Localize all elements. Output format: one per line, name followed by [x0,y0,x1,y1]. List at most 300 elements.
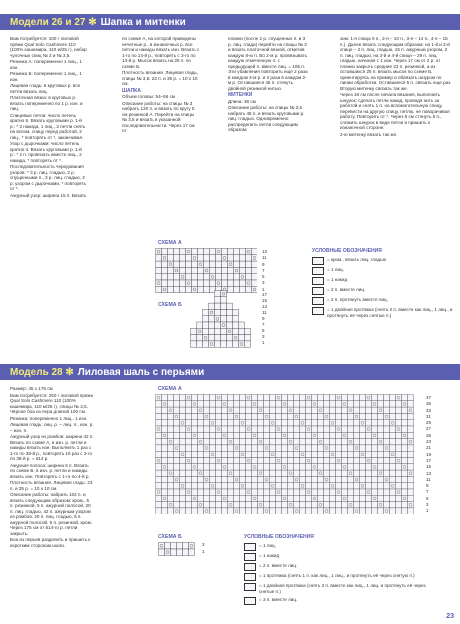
chart-cell [203,316,209,322]
chart-cell [215,328,221,334]
paragraph: Платочная вязка: в круговых р. вязать попеременно по 1 р. изн. и лиц. [10,95,83,111]
chart-cell [228,255,234,261]
chart-cell [390,464,396,470]
chart-cell [168,420,174,426]
chart-cell [264,495,270,501]
chart-cell [270,489,276,495]
chart-cell [204,483,210,489]
chart-cell [210,420,216,426]
chart-cell [384,451,390,457]
chart-cell [198,407,204,413]
chart-cell [210,489,216,495]
chart-cell [162,495,168,501]
chart-cell [222,395,228,401]
chart-cell [360,476,366,482]
chart-cell [186,426,192,432]
chart-cell [216,476,222,482]
chart-cell [312,432,318,438]
chart-cell [402,476,408,482]
chart-cell [318,420,324,426]
chart-cell [174,395,180,401]
chart-cell [192,495,198,501]
chart-cell [204,445,210,451]
chart-cell [282,464,288,470]
chart-cell [384,489,390,495]
chart-cell [174,274,180,280]
chart-cell [156,445,162,451]
chart-cell [216,445,222,451]
chart-cell [246,502,252,508]
chart-cell [366,470,372,476]
chart-cell [402,445,408,451]
chart-cell [372,495,378,501]
chart-cell [348,489,354,495]
chart-cell [402,395,408,401]
chart-cell [233,341,239,347]
chart-cell [306,413,312,419]
chart-cell [330,508,336,514]
chart-cell [246,267,252,273]
chart-cell [294,476,300,482]
paragraph: Ажурный узор: ширина 15 п. Вязать [10,192,87,198]
header-title: Шапка и митенки [100,16,186,28]
chart-cell [288,464,294,470]
chart-cell [282,395,288,401]
chart-cell [174,280,180,286]
chart-cell [210,274,216,280]
chart-cell [366,451,372,457]
chart-cell [324,495,330,501]
chart-cell [306,451,312,457]
chart-cell [324,489,330,495]
chart-cell [396,495,402,501]
chart-cell [233,309,239,315]
chart-cell [306,476,312,482]
chart-cell [198,413,204,419]
chart-cell [227,322,233,328]
chart-cell [264,439,270,445]
chart-cell [198,508,204,514]
chart-cell [204,432,210,438]
chart-cell [402,439,408,445]
chart-cell [306,495,312,501]
chart-cell [204,476,210,482]
chart-cell [204,451,210,457]
chart-cell [306,489,312,495]
chart-cell [180,255,186,261]
chart-cell [330,451,336,457]
chart-cell [312,470,318,476]
chart-cell [192,432,198,438]
chart-cell [312,439,318,445]
chart-cell [192,483,198,489]
chart-cell [186,432,192,438]
chart-cell [372,401,378,407]
text-column-4 [340,36,452,138]
chart-cell [318,445,324,451]
chart-cell [192,420,198,426]
chart-cell [252,439,258,445]
chart-cell [198,255,204,261]
chart-cell [396,458,402,464]
chart-cell [234,458,240,464]
legend-item: = 1 двойная протяжка (снять 2 п. вместе как лиц., 1 лиц. и протянуть её через снятые п.) [244,583,434,595]
chart-cell [240,476,246,482]
chart-cell [183,549,189,556]
header-model-label: Модели 26 и 27 ✻ [10,16,97,28]
chart-cell [246,476,252,482]
chart-cell [240,495,246,501]
chart-cell [312,401,318,407]
chart-cell [330,395,336,401]
chart-cell [228,483,234,489]
chart-cell [168,432,174,438]
chart-cell [162,286,168,292]
chart-cell [318,401,324,407]
paragraph: планки (после 2 р. спущенных п. и 3 р. лиц. глади) перейти на спицы № 3 и вязать платочной вязкой, отметив каждую 8-ю п. Во 2-м р. провязывать каждую отмеченную п. с предыдущей п. вместе лиц. = 105 п. Эти убавления повторить еще 2 раза в каждом 4-м р. и 2 раза в каждом 2-м р. Оставшиеся 45 п. стянуть двойной резинкой нитью. [228,36,308,91]
chart-cell [276,470,282,476]
chart-cell [168,470,174,476]
chart-cell [240,267,246,273]
chart-cell [342,495,348,501]
chart-cell [318,483,324,489]
chart-cell [174,445,180,451]
chart-cell [162,261,168,267]
chart-cell [408,508,414,514]
chart-cell [174,502,180,508]
chart-cell [324,432,330,438]
symbol-icon [244,553,256,561]
chart-cell [282,451,288,457]
chart-cell [234,261,240,267]
chart-cell [390,470,396,476]
chart-cell [270,495,276,501]
chart-cell [192,445,198,451]
chart-cell [210,470,216,476]
chart-cell [318,407,324,413]
chart-cell [246,274,252,280]
chart-cell [390,508,396,514]
chart-cell [396,401,402,407]
chart-cell [156,401,162,407]
chart-cell [342,470,348,476]
chart-cell [384,445,390,451]
chart-cell [318,451,324,457]
chart-cell [252,458,258,464]
chart-cell [306,464,312,470]
chart-cell [306,426,312,432]
chart-cell [378,420,384,426]
chart-cell [294,445,300,451]
chart-cell [186,439,192,445]
chart-cell [276,420,282,426]
chart-cell [276,445,282,451]
chart-cell [288,432,294,438]
chart-cell [336,413,342,419]
row-numbers-1b: 17 15 13 11 9 7 5 3 1 [262,292,268,345]
chart-cell [204,489,210,495]
chart-cell [180,267,186,273]
chart-cell [234,489,240,495]
chart-cell [156,286,162,292]
chart-cell [198,476,204,482]
chart-cell [222,508,228,514]
chart-cell [306,458,312,464]
chart-cell [198,495,204,501]
chart-cell [168,483,174,489]
chart-cell [216,464,222,470]
chart-cell [372,489,378,495]
chart-cell [180,274,186,280]
chart-cell [276,464,282,470]
mitenki-title: МИТЕНКИ [228,92,253,98]
chart-cell [159,543,165,550]
chart-cell [390,489,396,495]
knitting-chart-2a [155,394,417,514]
chart-cell [402,426,408,432]
chart-cell [171,549,177,556]
chart-cell [312,495,318,501]
chart-cell [282,407,288,413]
chart-cell [180,286,186,292]
chart-cell [156,470,162,476]
chart-cell [348,401,354,407]
chart-cell [384,395,390,401]
chart-cell [222,458,228,464]
chart-cell [189,543,195,550]
chart-cell [168,280,174,286]
chart-cell [408,464,414,470]
chart-cell [258,470,264,476]
chart-cell [390,483,396,489]
chart-cell [330,439,336,445]
chart-cell [312,483,318,489]
chart-cell [192,274,198,280]
chart-cell [354,458,360,464]
chart-cell [402,401,408,407]
chart-cell [264,426,270,432]
chart-cell [156,249,162,255]
chart-cell [360,483,366,489]
chart-cell [204,508,210,514]
chart-cell [372,464,378,470]
chart-cell [264,413,270,419]
chart-cell [348,420,354,426]
chart-cell [215,322,221,328]
chart-cell [165,543,171,550]
chart-cell [174,420,180,426]
chart-cell [342,458,348,464]
chart-cell [192,502,198,508]
chart-cell [318,458,324,464]
chart-cell [162,445,168,451]
chart-cell [288,407,294,413]
chart-cell [162,267,168,273]
chart-cell [306,470,312,476]
chart-cell [252,483,258,489]
chart-cell [192,413,198,419]
chart-cell [336,401,342,407]
symbol-icon [312,267,324,275]
chart-cell [186,502,192,508]
chart-cell [156,255,162,261]
chart-cell [276,458,282,464]
chart-cell [216,495,222,501]
chart-cell [162,420,168,426]
chart-cell [306,439,312,445]
chart-cell [324,502,330,508]
chart-cell [228,508,234,514]
chart-cell [258,401,264,407]
chart-cell [390,476,396,482]
chart-cell [270,464,276,470]
chart-cell [246,261,252,267]
chart-cell [354,401,360,407]
chart-cell [276,451,282,457]
chart-cell [192,407,198,413]
chart-cell [342,476,348,482]
chart-cell [174,483,180,489]
chart-cell [300,495,306,501]
chart-cell [258,413,264,419]
chart-cell [228,432,234,438]
chart-cell [233,328,239,334]
chart-cell [186,464,192,470]
chart-cell [186,267,192,273]
chart-cell [162,432,168,438]
chart-cell [288,413,294,419]
chart-cell [240,249,246,255]
chart-cell [312,476,318,482]
chart-cell [198,420,204,426]
chart-cell [162,280,168,286]
chart-cell [336,426,342,432]
chart-cell [252,502,258,508]
chart-cell [228,458,234,464]
knitting-chart-1b [190,290,252,350]
chart-cell [264,508,270,514]
chart-cell [324,445,330,451]
chart-cell [227,303,233,309]
chart-cell [408,407,414,413]
chart-cell [252,280,258,286]
chart-cell [234,464,240,470]
chart-cell [252,508,258,514]
chart-cell [366,483,372,489]
chart-cell [252,464,258,470]
chart-cell [210,508,216,514]
chart-cell [288,395,294,401]
chart-cell [396,445,402,451]
chart-cell [222,451,228,457]
chart-cell [294,495,300,501]
chart-cell [324,458,330,464]
chart-cell [216,458,222,464]
chart-cell [282,439,288,445]
page-number: 23 [446,613,454,620]
chart-cell [360,470,366,476]
chart-cell [189,549,195,556]
chart-cell [366,407,372,413]
chart-cell [186,445,192,451]
chart-cell [215,309,221,315]
chart-cell [162,249,168,255]
chart-cell [215,341,221,347]
chart-cell [210,432,216,438]
chart-cell [300,413,306,419]
chart-cell [288,420,294,426]
symbol-icon [312,297,324,305]
chart-cell [300,439,306,445]
chart-cell [252,420,258,426]
chart-cell [288,451,294,457]
chart-cell [258,464,264,470]
chart-cell [372,502,378,508]
section-header-1 [0,14,460,30]
paragraph: 2-ю митенку вязать так же. [340,131,398,137]
chart-cell [239,328,245,334]
chart-cell [174,458,180,464]
chart-cell [252,495,258,501]
chart-cell [221,341,227,347]
chart-cell [366,432,372,438]
chart-cell [390,407,396,413]
chart-cell [372,508,378,514]
chart-cell [270,470,276,476]
chart-cell [222,489,228,495]
chart-cell [192,464,198,470]
chart-cell [203,335,209,341]
chart-cell [198,439,204,445]
chart-cell [216,508,222,514]
chart-cell [402,451,408,457]
row-numbers-2a: 37 35 33 31 29 27 25 23 21 19 17 15 13 11 9 7 5 3 1 [426,395,432,514]
chart-cell [234,420,240,426]
chart-cell [294,395,300,401]
chart-cell [378,476,384,482]
chart-cell [288,489,294,495]
chart-cell [384,483,390,489]
chart-cell [354,483,360,489]
chart-cell [336,432,342,438]
chart-cell [240,274,246,280]
chart-cell [174,267,180,273]
chart-cell [168,261,174,267]
chart-cell [378,413,384,419]
chart-cell [324,401,330,407]
chart-cell [264,451,270,457]
chart-cell [234,413,240,419]
chart-cell [342,407,348,413]
chart-cell [294,451,300,457]
chart-cell [360,401,366,407]
chart-cell [318,432,324,438]
chart-cell [192,451,198,457]
chart-cell [245,335,251,341]
chart-cell [252,445,258,451]
chart-cell [222,476,228,482]
chart-cell [294,413,300,419]
chart-cell [282,413,288,419]
chart-cell [270,401,276,407]
chart-cell [246,280,252,286]
chart-cell [210,395,216,401]
legend-item: = 1 лиц. [312,267,454,275]
chart-cell [234,495,240,501]
chart-cell [240,470,246,476]
chart-cell [306,508,312,514]
chart-cell [342,508,348,514]
